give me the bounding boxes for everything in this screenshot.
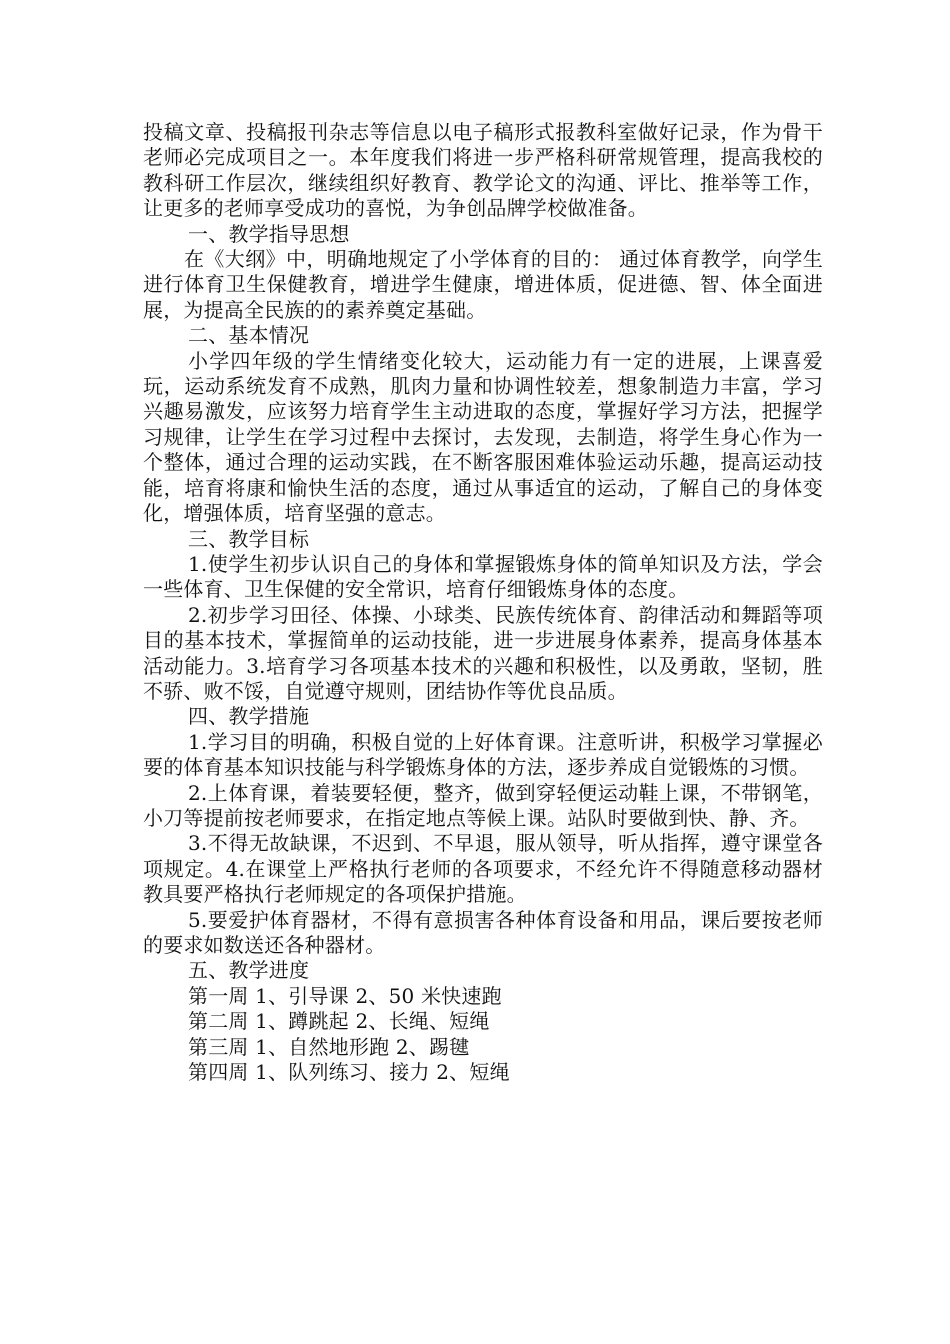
teaching-measures-paragraph-4: 5.要爱护体育器材，不得有意损害各种体育设备和用品，课后要按老师的要求如数送还各种器材。: [143, 907, 823, 957]
section-heading-teaching-goals: 三、教学目标: [188, 526, 310, 551]
schedule-week-1: 第一周 1、引导课 2、50 米快速跑: [188, 983, 502, 1008]
document-page: [143, 120, 823, 1085]
teaching-goals-paragraph-2: 2.初步学习田径、体操、小球类、民族传统体育、韵律活动和舞蹈等项目的基本技术，掌握简单的运动技能，进一步进展身体素养，提高身体基本活动能力。3.培育学习各项基本技术的兴趣和积极性，以及勇敢，坚韧，胜不骄、败不馁，自觉遵守规则，团结协作等优良品质。: [143, 602, 823, 703]
teaching-goals-paragraph-1: 1.使学生初步认识自己的身体和掌握锻炼身体的简单知识及方法，学会一些体育、卫生保健的安全常识，培育仔细锻炼身体的态度。: [143, 551, 823, 602]
schedule-week-4: 第四周 1、队列练习、接力 2、短绳: [188, 1060, 510, 1085]
section-heading-guiding-ideology: 一、教学指导思想: [188, 221, 350, 246]
intro-paragraph: 投稿文章、投稿报刊杂志等信息以电子稿形式报教科室做好记录，作为骨干老师必完成项目之一。本年度我们将进一步严格科研常规管理，提高我校的教科研工作层次，继续组织好教育、教学论文的沟通、评比、推举等工作，让更多的老师享受成功的喜悦，为争创品牌学校做准备。: [143, 120, 823, 221]
schedule-week-2: 第二周 1、蹲跳起 2、长绳、短绳: [188, 1009, 490, 1034]
guiding-ideology-paragraph: 在《大纲》中，明确地规定了小学体育的目的： 通过体育教学，向学生进行体育卫生保健教育，增进学生健康，增进体质，促进德、智、体全面进展，为提高全民族的的素养奠定基础。: [143, 247, 823, 322]
section-heading-teaching-measures: 四、教学措施: [188, 704, 310, 729]
section-heading-basic-situation: 二、基本情况: [188, 323, 310, 348]
teaching-measures-paragraph-2: 2.上体育课，着装要轻便，整齐，做到穿轻便运动鞋上课，不带钢笔，小刀等提前按老师要求，在指定地点等候上课。站队时要做到快、静、齐。: [143, 780, 823, 830]
teaching-measures-paragraph-3: 3.不得无故缺课，不迟到、不早退，服从领导，听从指挥，遵守课堂各项规定。4.在课堂上严格执行老师的各项要求，不经允许不得随意移动器材教具要严格执行老师规定的各项保护措施。: [143, 831, 823, 907]
teaching-measures-paragraph-1: 1.学习目的明确，积极自觉的上好体育课。注意听讲，积极学习掌握必要的体育基本知识技能与科学锻炼身体的方法，逐步养成自觉锻炼的习惯。: [143, 729, 823, 780]
section-heading-teaching-schedule: 五、教学进度: [188, 958, 310, 983]
schedule-week-3: 第三周 1、自然地形跑 2、踢毽: [188, 1034, 470, 1059]
basic-situation-paragraph: 小学四年级的学生情绪变化较大，运动能力有一定的进展，上课喜爱玩，运动系统发育不成熟，肌肉力量和协调性较差，想象制造力丰富，学习兴趣易激发，应该努力培育学生主动进取的态度，掌握好学习方法，把握学习规律，让学生在学习过程中去探讨，去发现，去制造，将学生身心作为一个整体，通过合理的运动实践，在不断客服困难体验运动乐趣，提高运动技能，培育将康和愉快生活的态度，通过从事适宜的运动，了解自己的身体变化，增强体质，培育坚强的意志。: [143, 348, 823, 526]
